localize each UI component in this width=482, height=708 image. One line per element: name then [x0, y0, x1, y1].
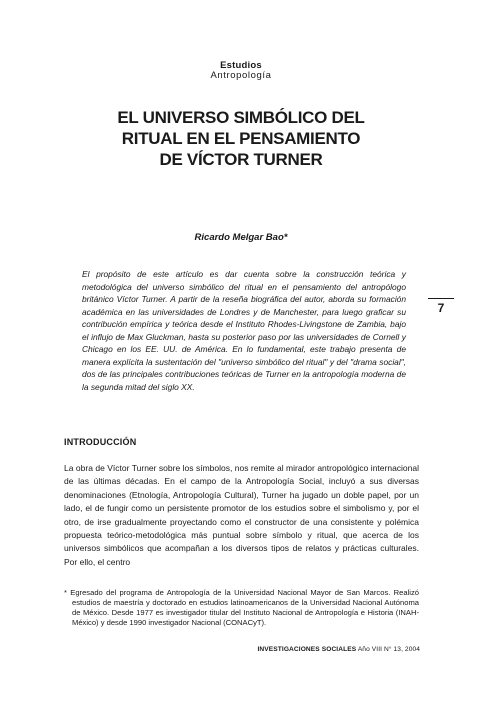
- abstract: El propósito de este artículo es dar cuenta sobre la construcción teórica y metodológica del universo simbólico del ritual en el pensamiento del antropólogo británico Víctor Turner. A partir de la reseña biográfica del autor, aborda su formación académica en las universidades de Londres y de Manchester, para luego graficar su contribución empírica y teórica desde el Instituto Rhodes-Livingstone de Zambia, bajo el influjo de Max Gluckman, hasta su posterior paso por las universidades de Cornell y Chicago en los EE. UU. de América. En lo fundamental, este trabajo presenta de manera explícita la sustentación del "universo simbólico del ritual" y del "drama social", dos de las principales contribuciones teóricas de Turner en la antropología moderna de la segunda mitad del siglo XX.: [82, 269, 406, 392]
- running-footer: [240, 646, 420, 653]
- author-name: Ricardo Melgar Bao*: [194, 232, 288, 243]
- footnote: * Egresado del programa de Antropología de la Universidad Nacional Mayor de San Marcos. Realizó estudios de maestría y doctorado en estudios latinoamericanos de la Universidad Nacional Autónoma de México. Desde 1977 es investigador titular del Instituto Nacional de Antropología e Historia (INAH-México) y desde 1990 investigador Nacional (CONACyT).: [64, 588, 419, 627]
- publication-name: INVESTIGACIONES SOCIALES: [257, 646, 357, 653]
- section-heading: INTRODUCCIÓN: [64, 437, 137, 447]
- section-header: [0, 60, 482, 81]
- issue-info: Año VIII N° 13, 2004: [357, 646, 420, 653]
- title-line: DE VÍCTOR TURNER: [159, 150, 323, 169]
- page-number: 7: [428, 298, 454, 315]
- title-line: EL UNIVERSO SIMBÓLICO DEL: [117, 108, 365, 127]
- section-name: Estudios: [220, 60, 262, 71]
- section-discipline: Antropología: [210, 70, 272, 81]
- title-line: RITUAL EN EL PENSAMIENTO: [121, 129, 361, 148]
- article-title: [0, 107, 482, 170]
- body-paragraph: La obra de Víctor Turner sobre los símbolos, nos remite al mirador antropológico internacional de las últimas décadas. En el campo de la Antropología Social, incluyó a sus diversas denominaciones (Etnología, Antropología Cultural), Turner ha jugado un doble papel, por un lado, el de fungir como un persistente promotor de los estudios sobre el simbolismo y, por el otro, de irse gradualmente proyectando como el constructor de una consistente y polémica propuesta teórico-metodológica más puntual sobre símbolo y ritual, que acerca de los universos simbólicos que acompañan a los diversos tipos de relatos y prácticas culturales. Por ello, el centro: [64, 463, 419, 567]
